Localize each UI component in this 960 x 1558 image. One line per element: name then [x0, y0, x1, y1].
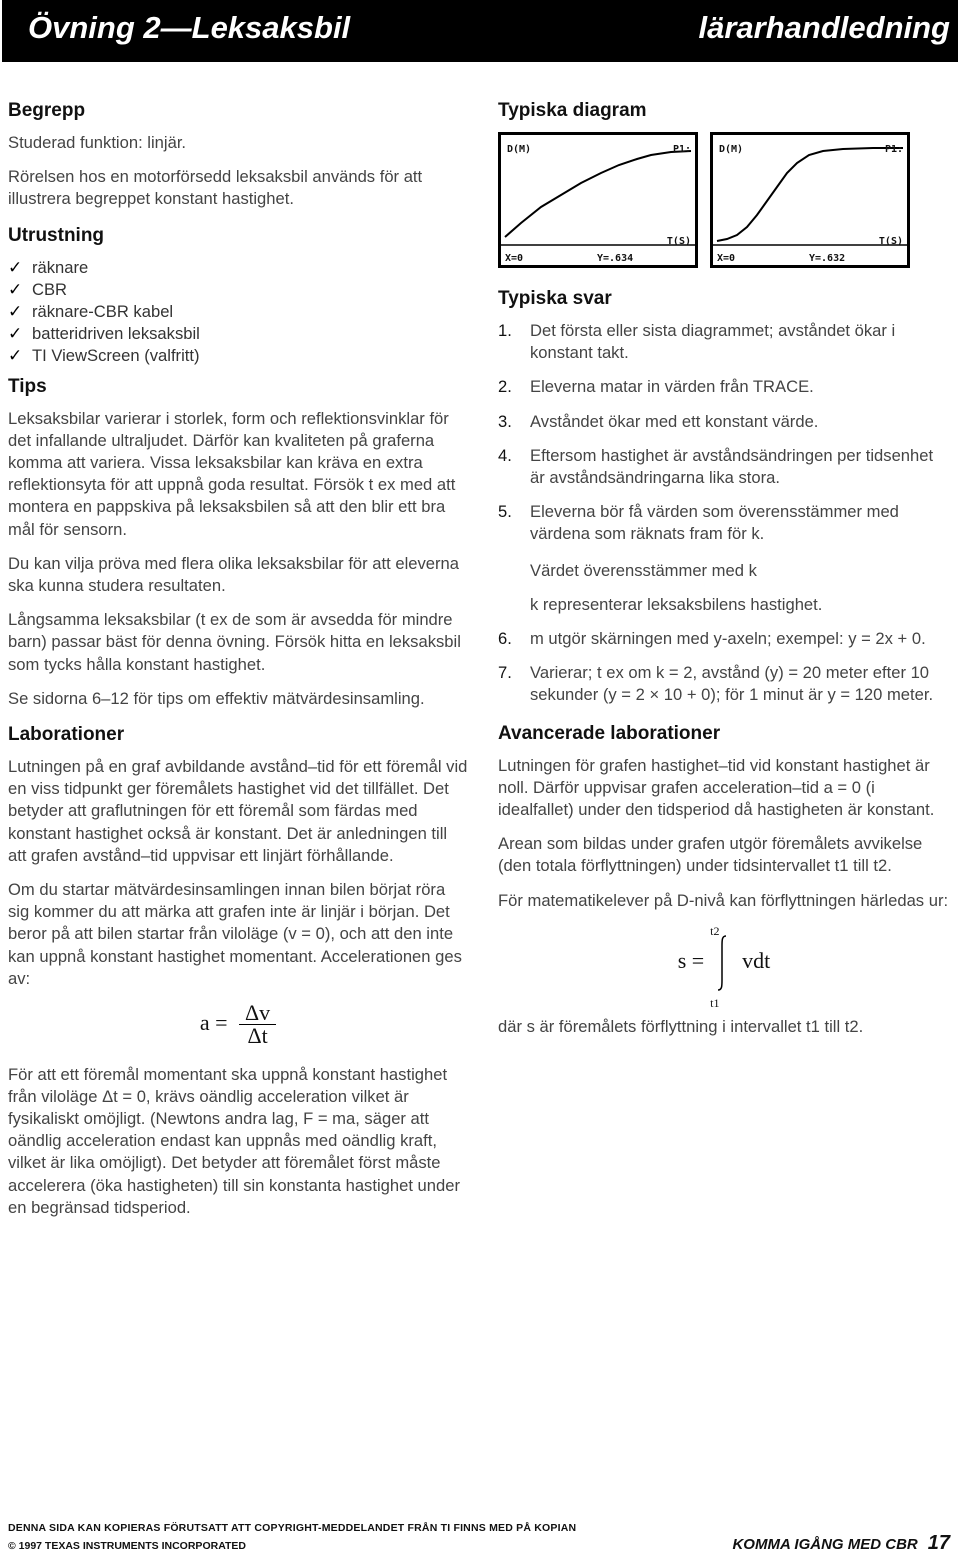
avancerade-text-2: Arean som bildas under grafen utgör föremålets avvikelse (den totala förflyttningen) under tidsintervallet t1 till t2.: [498, 834, 923, 876]
graph-1-readout-x: X=0: [505, 253, 524, 264]
equation-denominator: Δt: [247, 1023, 268, 1049]
answer-5-note-2: k representerar leksaksbilens hastighet.: [530, 594, 823, 614]
svar-heading: Typiska svar: [498, 288, 612, 309]
list-item: 7. Varierar; t ex om k = 2, avstånd (y) = 20 meter efter 10 sekunder (y = 2 × 10 + 0); för 1 minut är y = 120 meter.: [498, 663, 934, 705]
answers-list: [498, 320, 950, 546]
begrepp-heading: Begrepp: [8, 100, 86, 121]
answers-list-continued: [498, 628, 950, 707]
avancerade-heading: Avancerade laborationer: [498, 722, 721, 744]
integral-upper-limit: t2: [710, 923, 720, 938]
page-number: 17: [927, 1532, 950, 1554]
tips-text-3: Långsamma leksaksbilar (t ex de som är avsedda för mindre barn) passar bäst för denna övning. Försök hitta en leksaksbil som tycks hålla konstant hastighet.: [8, 610, 461, 674]
graph-2-ylabel: D(M): [719, 144, 744, 155]
displacement-integral: s = t2 t1 vdt: [498, 926, 950, 996]
tips-text-2: Du kan vilja pröva med flera olika leksaksbilar för att eleverna ska kunna studera resultaten.: [8, 553, 460, 596]
equation-numerator: Δv: [239, 1002, 276, 1025]
tips-text-4: Se sidorna 6–12 för tips om effektiv mätvärdesinsamling.: [8, 688, 425, 708]
avancerade-text-1: Lutningen för grafen hastighet–tid vid konstant hastighet är noll. Därför uppvisar grafen acceleration–tid a = 0 (i idealfallet) under den tidsperiod då hastigheten är konstant.: [498, 755, 935, 820]
list-item: 6. m utgör skärningen med y-axeln; exempel: y = 2x + 0.: [498, 629, 926, 649]
list-item: ✓ CBR: [8, 279, 468, 301]
page-footer: [732, 1532, 950, 1555]
graph-1-readout-y: Y=.634: [597, 253, 634, 264]
right-column: [498, 98, 950, 1050]
calculator-screen-2: [710, 132, 910, 268]
check-icon: ✓: [8, 279, 23, 299]
utrustning-heading: Utrustning: [8, 224, 105, 246]
laborationer-heading: Laborationer: [8, 724, 125, 746]
integral-lower-limit: t1: [710, 995, 720, 1010]
check-icon: ✓: [8, 346, 23, 366]
graph-2-xlabel: T(S): [878, 236, 903, 247]
tips-heading: Tips: [8, 375, 47, 397]
list-item: 3. Avståndet ökar med ett konstant värde.: [498, 411, 819, 431]
calculator-screen-1: [498, 132, 698, 268]
begrepp-text-1: Studerad funktion: linjär.: [8, 133, 187, 152]
book-title: KOMMA IGÅNG MED CBR: [732, 1536, 918, 1553]
list-item: 1. Det första eller sista diagrammet; avståndet ökar i konstant takt.: [498, 321, 896, 363]
copyright: © 1997 TEXAS INSTRUMENTS INCORPORATED: [8, 1540, 246, 1552]
list-item: 4. Eftersom hastighet är avståndsändringen per tidsenhet är avståndsändringarna lika stora.: [498, 445, 934, 488]
list-item: 2. Eleverna matar in värden från TRACE.: [498, 377, 814, 397]
check-icon: ✓: [8, 324, 23, 344]
acceleration-equation: a = $\frac{\Delta v}{\Delta t}$: [8, 1002, 468, 1047]
avancerade-text-3: För matematikelever på D-nivå kan förflyttningen härledas ur:: [498, 890, 949, 910]
list-item: ✓ räknare: [8, 257, 468, 279]
answer-5-note-1: Värdet överensstämmer med k: [530, 560, 757, 580]
laborationer-text-2: Om du startar mätvärdesinsamlingen innan bilen börjat röra sig kommer du att märka att grafen inte är linjär i början. Det beror på att bilen startar från viloläge (v = 0), och att den inte kan uppnå konstant hastighet momentant. Accelerationen ges av:: [8, 880, 462, 988]
list-item: ✓ räknare-CBR kabel: [8, 301, 468, 323]
equipment-list: [8, 257, 468, 368]
graph-2-readout-x: X=0: [717, 253, 736, 264]
graph-1-ylabel: D(M): [507, 144, 532, 155]
tips-text-1: Leksaksbilar varierar i storlek, form och reflektionsvinklar för det infallande ultraljudet. Därför kan kvaliteten på graferna komma att variera. Vissa leksaksbilar kan kräva en extra reflektionsyta för att uppnå goda resultat. Försök t ex med att montera en pappskiva på leksaksbilen så att den blir ett bra mål för sensorn.: [8, 408, 456, 539]
integral-icon: [708, 923, 738, 1010]
copy-notice: DENNA SIDA KAN KOPIERAS FÖRUTSATT ATT COPYRIGHT-MEDDELANDET FRÅN TI FINNS MED PÅ KOPIAN: [8, 1522, 577, 1534]
document-type: lärarhandledning: [698, 10, 950, 45]
check-icon: ✓: [8, 302, 23, 322]
check-icon: ✓: [8, 257, 23, 277]
list-item: 5. Eleverna bör få värden som överensstämmer med värdena som räknats fram för k.: [498, 502, 899, 544]
graph-1-xlabel: T(S): [666, 236, 691, 247]
list-item: ✓ TI ViewScreen (valfritt): [8, 345, 468, 367]
graph-2-readout-y: Y=.632: [809, 253, 846, 264]
laborationer-text-1: Lutningen på en graf avbildande avstånd–tid för ett föremål vid en viss tidpunkt ger föremålets hastighet vid det tillfället. Det betyder att graflutningen för ett föremål som färdas med konstant hastighet också är konstant. Det är anledningen till att grafen avstånd–tid uppvisar ett linjärt förhållande.: [8, 757, 468, 865]
graph-2-plot-indicator: P1:: [884, 144, 903, 155]
avancerade-text-4: där s är föremålets förflyttning i intervallet t1 till t2.: [498, 1016, 864, 1036]
begrepp-text-2: Rörelsen hos en motorförsedd leksaksbil används för att illustrera begreppet konstant hastighet.: [8, 167, 423, 209]
page-header: [2, 0, 958, 62]
graph-1-plot-indicator: P1:: [672, 144, 691, 155]
integral-body: vdt: [742, 947, 771, 973]
laborationer-text-3: För att ett föremål momentant ska uppnå konstant hastighet från viloläge Δt = 0, krävs oändlig acceleration vilket är fysikaliskt omöjligt. (Newtons andra lag, F = ma, säger att oändlig acceleration endast kan uppnås med oändlig kraft, vilket är lika omöjligt). Det betyder att föremålet först måste accelerera (öka hastigheten) till sin konstanta hastighet under en begränsad tidsperiod.: [8, 1064, 460, 1217]
list-item: ✓ batteridriven leksaksbil: [8, 323, 468, 345]
exercise-title: Övning 2—Leksaksbil: [28, 10, 351, 45]
diagram-heading: Typiska diagram: [498, 100, 647, 121]
left-column: [8, 98, 468, 1231]
calculator-graphs: [498, 132, 950, 268]
